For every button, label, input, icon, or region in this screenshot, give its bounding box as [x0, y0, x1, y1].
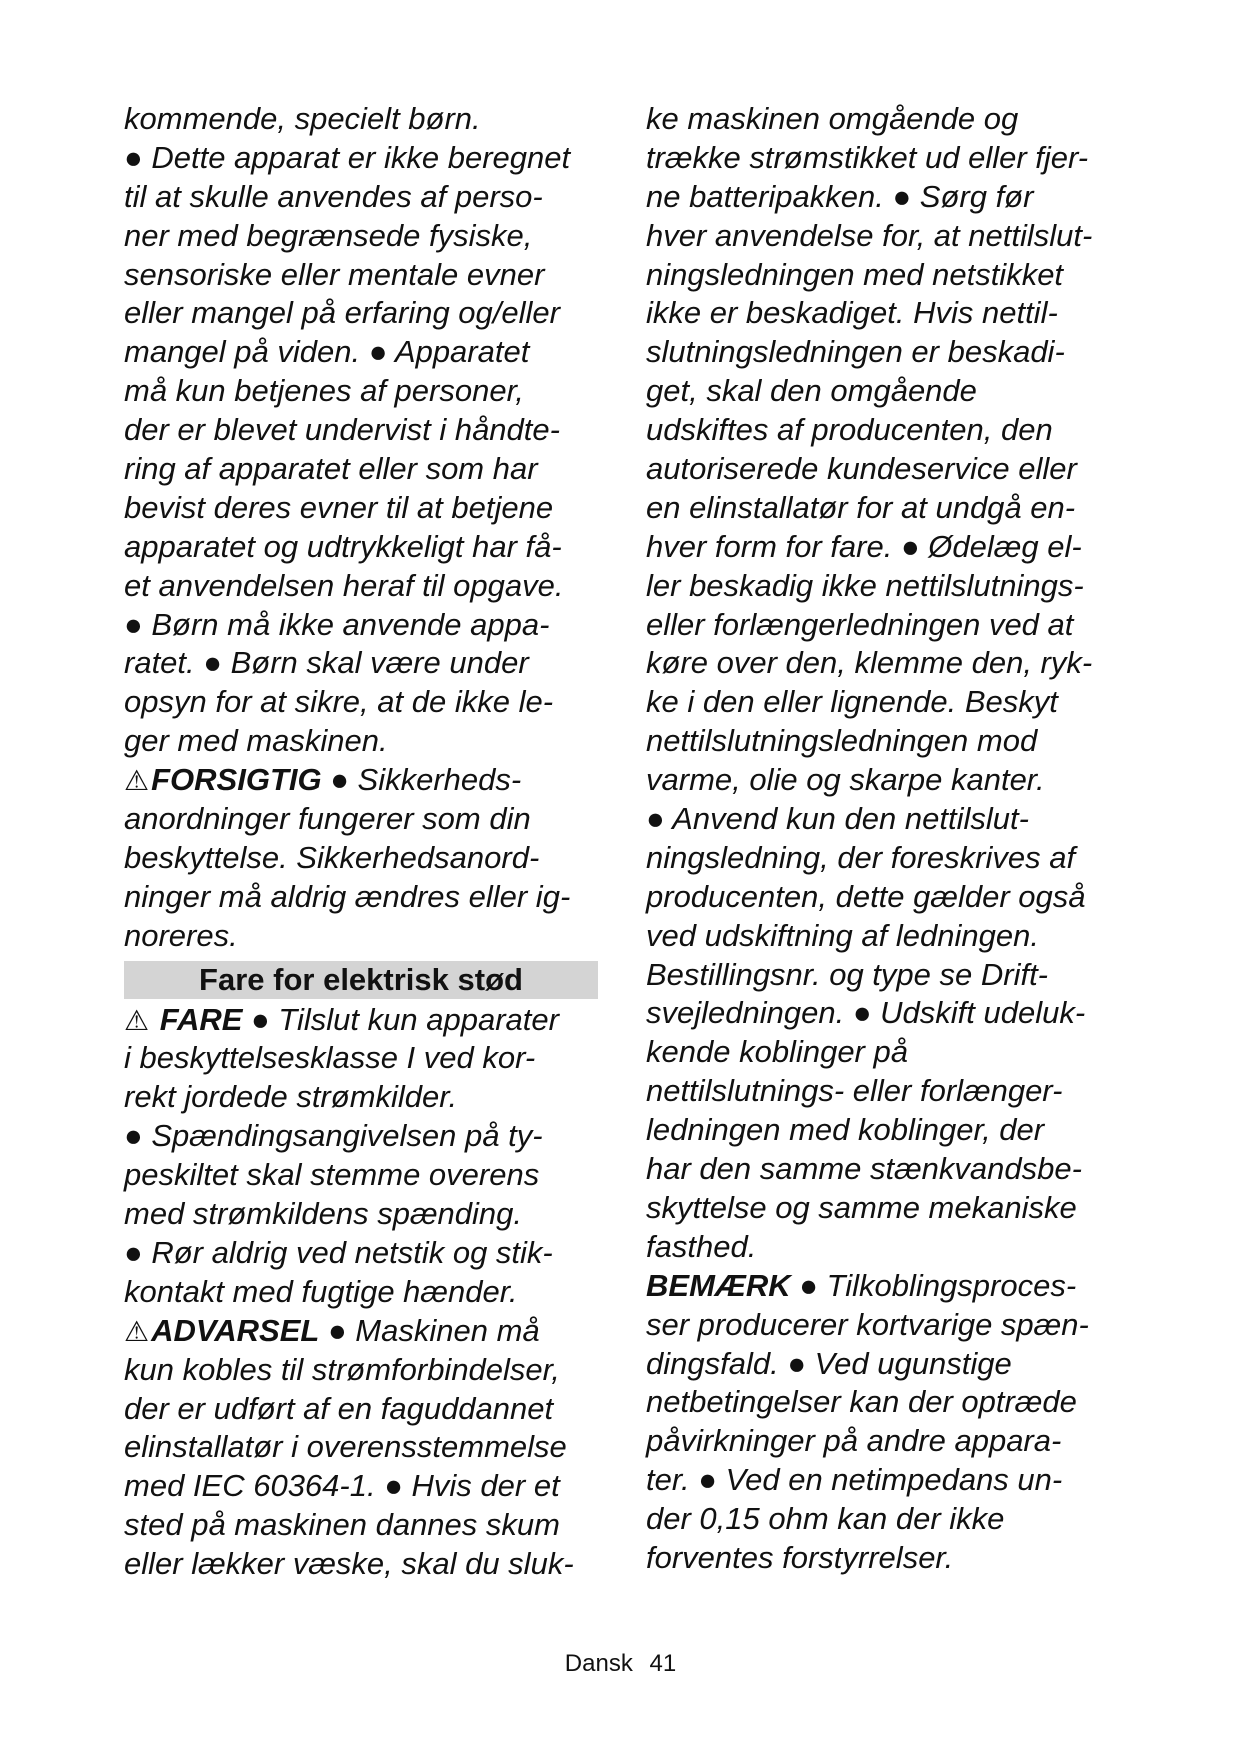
text-line: netbetingelser kan der optræde: [646, 1384, 1077, 1420]
text-line: ● Anvend kun den nettilslut-: [646, 801, 1029, 837]
warning-block: [124, 1312, 600, 1584]
text-line: elinstallatør i overensstemmelse: [124, 1429, 567, 1465]
text-line: ler beskadig ikke nettilslutnings-: [646, 567, 1084, 603]
warning-triangle-icon: ⚠: [124, 765, 150, 797]
intro-paragraph: [124, 100, 600, 761]
text-line: kontakt med fugtige hænder.: [124, 1273, 518, 1309]
text-line: mangel på viden. ● Apparatet: [124, 334, 530, 370]
warning-triangle-icon: ⚠: [124, 1004, 150, 1036]
left-column: [124, 100, 600, 1584]
text-line: ● Spændingsangivelsen på ty-: [124, 1118, 543, 1154]
section-header-electric-shock: Fare for elektrisk stød: [124, 961, 598, 999]
text-line: ningsledning, der foreskrives af: [646, 839, 1076, 875]
text-line: eller mangel på erfaring og/eller: [124, 295, 560, 331]
text-line: ser producerer kortvarige spæn-: [646, 1306, 1089, 1342]
text-line: fasthed.: [646, 1228, 757, 1264]
text-line: kommende, specielt børn.: [124, 101, 481, 136]
text-line: skyttelse og samme mekaniske: [646, 1189, 1077, 1225]
text-line: ke maskinen omgående og: [646, 101, 1019, 136]
page-footer: [0, 1650, 1241, 1678]
danger-block: [124, 1001, 600, 1312]
text-line: hver anvendelse for, at nettilslut-: [646, 217, 1093, 253]
danger-text: ● Tilslut kun apparater: [242, 1001, 559, 1037]
text-line: der er blevet undervist i håndte-: [124, 412, 560, 448]
footer-language: Dansk: [564, 1650, 633, 1677]
text-line: ratet. ● Børn skal være under: [124, 645, 529, 681]
text-line: ke i den eller lignende. Beskyt: [646, 684, 1058, 720]
text-line: dingsfald. ● Ved ugunstige: [646, 1345, 1012, 1381]
text-line: nettilslutningsledningen mod: [646, 723, 1038, 759]
text-line: i beskyttelsesklasse I ved kor-: [124, 1040, 536, 1076]
text-line: apparatet og udtrykkeligt har få-: [124, 528, 562, 564]
warning-triangle-icon: ⚠: [124, 1315, 150, 1347]
text-line: anordninger fungerer som din: [124, 801, 531, 837]
text-line: ● Børn må ikke anvende appa-: [124, 606, 550, 642]
text-line: ikke er beskadiget. Hvis nettil-: [646, 295, 1058, 331]
note-first-line: [646, 1267, 1126, 1306]
text-line: må kun betjenes af personer,: [124, 373, 524, 409]
text-line: eller lækker væske, skal du sluk-: [124, 1546, 574, 1582]
text-line: udskiftes af producenten, den: [646, 412, 1053, 448]
text-line: med IEC 60364-1. ● Hvis der et: [124, 1468, 560, 1504]
text-line: ● Rør aldrig ved netstik og stik-: [124, 1234, 553, 1270]
text-line: der er udført af en faguddannet: [124, 1390, 554, 1426]
text-line: kende koblinger på: [646, 1034, 908, 1070]
note-text: ● Tilkoblingsproces-: [790, 1267, 1077, 1303]
text-line: ne batteripakken. ● Sørg før: [646, 178, 1034, 214]
text-line: ter. ● Ved en netimpedans un-: [646, 1462, 1063, 1498]
text-line: varme, olie og skarpe kanter.: [646, 762, 1045, 798]
text-line: opsyn for at sikre, at de ikke le-: [124, 684, 554, 720]
text-line: med strømkildens spænding.: [124, 1196, 522, 1232]
continued-paragraph: [646, 100, 1126, 1267]
text-line: bevist deres evner til at betjene: [124, 489, 554, 525]
text-line: slutningsledningen er beskadi-: [646, 334, 1065, 370]
warning-label: ADVARSEL: [151, 1312, 320, 1348]
text-line: der 0,15 ohm kan der ikke: [646, 1501, 1005, 1537]
right-column: [646, 100, 1126, 1578]
text-line: ner med begrænsede fysiske,: [124, 217, 533, 253]
warning-text: ● Maskinen må: [319, 1312, 540, 1348]
text-line: Bestillingsnr. og type se Drift-: [646, 956, 1049, 992]
text-line: nettilslutnings- eller forlænger-: [646, 1073, 1063, 1109]
text-line: har den samme stænkvandsbe-: [646, 1151, 1082, 1187]
text-line: hver form for fare. ● Ødelæg el-: [646, 528, 1082, 564]
text-line: svejledningen. ● Udskift udeluk-: [646, 995, 1086, 1031]
caution-text: ● Sikkerheds-: [321, 762, 522, 798]
text-line: ger med maskinen.: [124, 723, 388, 759]
text-line: ningsledningen med netstikket: [646, 256, 1064, 292]
text-line: sensoriske eller mentale evner: [124, 256, 545, 292]
text-line: kun kobles til strømforbindelser,: [124, 1351, 560, 1387]
danger-label: FARE: [151, 1001, 243, 1037]
text-line: ring af apparatet eller som har: [124, 451, 538, 487]
text-line: peskiltet skal stemme overens: [124, 1157, 540, 1193]
caution-block: [124, 761, 600, 955]
text-line: ● Dette apparat er ikke beregnet: [124, 139, 571, 175]
text-line: køre over den, klemme den, ryk-: [646, 645, 1093, 681]
text-line: eller forlængerledningen ved at: [646, 606, 1074, 642]
text-line: noreres.: [124, 917, 238, 953]
text-line: til at skulle anvendes af perso-: [124, 178, 543, 214]
caution-first-line: [124, 761, 600, 800]
note-block: [646, 1267, 1126, 1578]
caution-label: FORSIGTIG: [151, 762, 322, 798]
text-line: påvirkninger på andre appara-: [646, 1423, 1062, 1459]
warning-first-line: [124, 1312, 600, 1351]
text-line: rekt jordede strømkilder.: [124, 1079, 458, 1115]
text-line: get, skal den omgående: [646, 373, 977, 409]
text-line: producenten, dette gælder også: [646, 878, 1086, 914]
text-line: et anvendelsen heraf til opgave.: [124, 567, 564, 603]
text-line: trække strømstikket ud eller fjer-: [646, 139, 1089, 175]
text-line: ninger må aldrig ændres eller ig-: [124, 878, 571, 914]
note-label: BEMÆRK: [646, 1267, 791, 1303]
text-line: autoriserede kundeservice eller: [646, 451, 1077, 487]
page-number: 41: [649, 1650, 677, 1677]
text-line: en elinstallatør for at undgå en-: [646, 489, 1076, 525]
text-line: ved udskiftning af ledningen.: [646, 917, 1039, 953]
text-line: forventes forstyrrelser.: [646, 1539, 954, 1575]
text-line: sted på maskinen dannes skum: [124, 1507, 560, 1543]
text-line: beskyttelse. Sikkerhedsanord-: [124, 839, 540, 875]
text-line: ledningen med koblinger, der: [646, 1112, 1045, 1148]
danger-first-line: [124, 1001, 600, 1040]
